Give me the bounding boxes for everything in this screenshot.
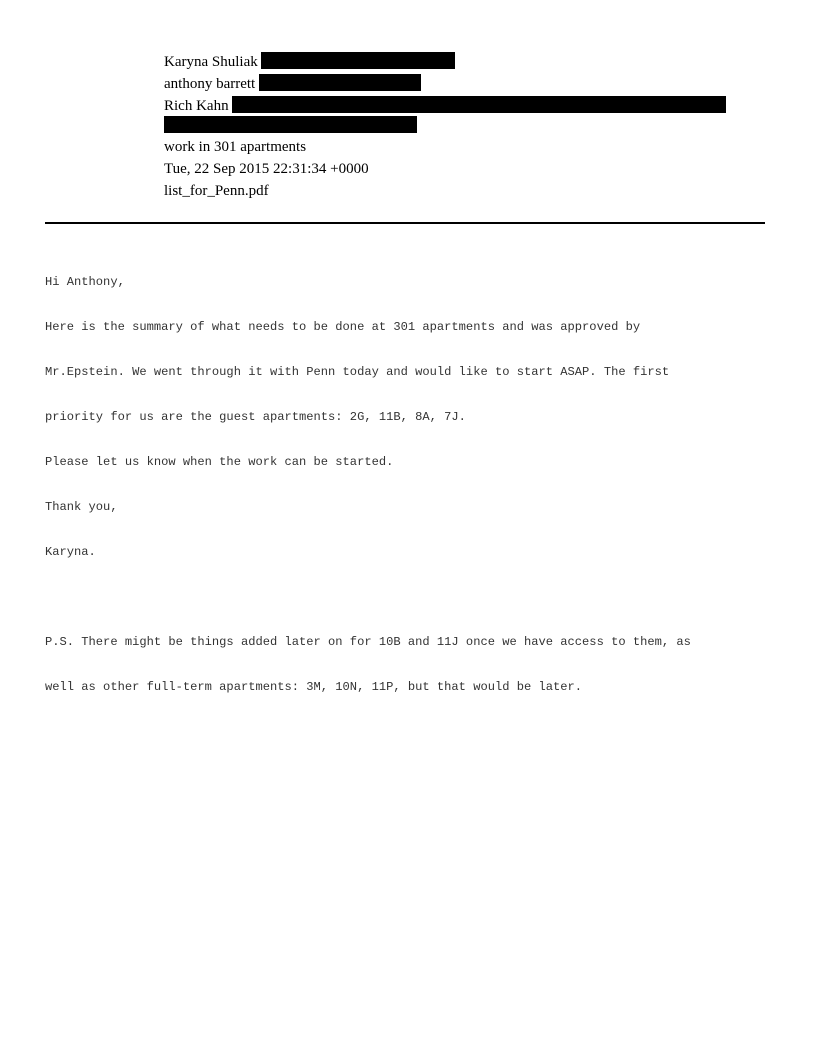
from-sender-name: Karyna Shuliak [164, 54, 258, 70]
subject-value: work in 301 apartments [164, 139, 307, 155]
body-line [45, 590, 785, 605]
cc-recipient-name: Rich Kahn [164, 98, 229, 114]
body-line: Mr.Epstein. We went through it with Penn today and would like to start ASAP. The first [45, 365, 670, 379]
redaction-box [164, 116, 417, 133]
header-divider [45, 222, 765, 224]
body-line: priority for us are the guest apartments: 2G, 11B, 8A, 7J. [45, 410, 466, 424]
to-value [164, 74, 421, 94]
body-line: Thank you, [45, 500, 118, 514]
body-line: Hi Anthony, [45, 275, 125, 289]
redaction-box [261, 52, 455, 69]
from-value [164, 52, 455, 72]
body-line: well as other full-term apartments: 3M, 10N, 11P, but that would be later. [45, 680, 583, 694]
body-line: Karyna. [45, 545, 96, 559]
date-value: Tue, 22 Sep 2015 22:31:34 +0000 [164, 161, 369, 177]
body-line: Here is the summary of what needs to be done at 301 apartments and was approved by [45, 320, 641, 334]
cc-value [164, 96, 726, 116]
body-line: Please let us know when the work can be started. [45, 455, 394, 469]
redaction-box [232, 96, 726, 113]
attachment-filename: list_for_Penn.pdf [164, 183, 269, 199]
body-line: P.S. There might be things added later on for 10B and 11J once we have access to them, as [45, 635, 691, 649]
redaction-box [259, 74, 421, 91]
to-recipient-name: anthony barrett [164, 76, 256, 92]
email-body [45, 245, 785, 725]
